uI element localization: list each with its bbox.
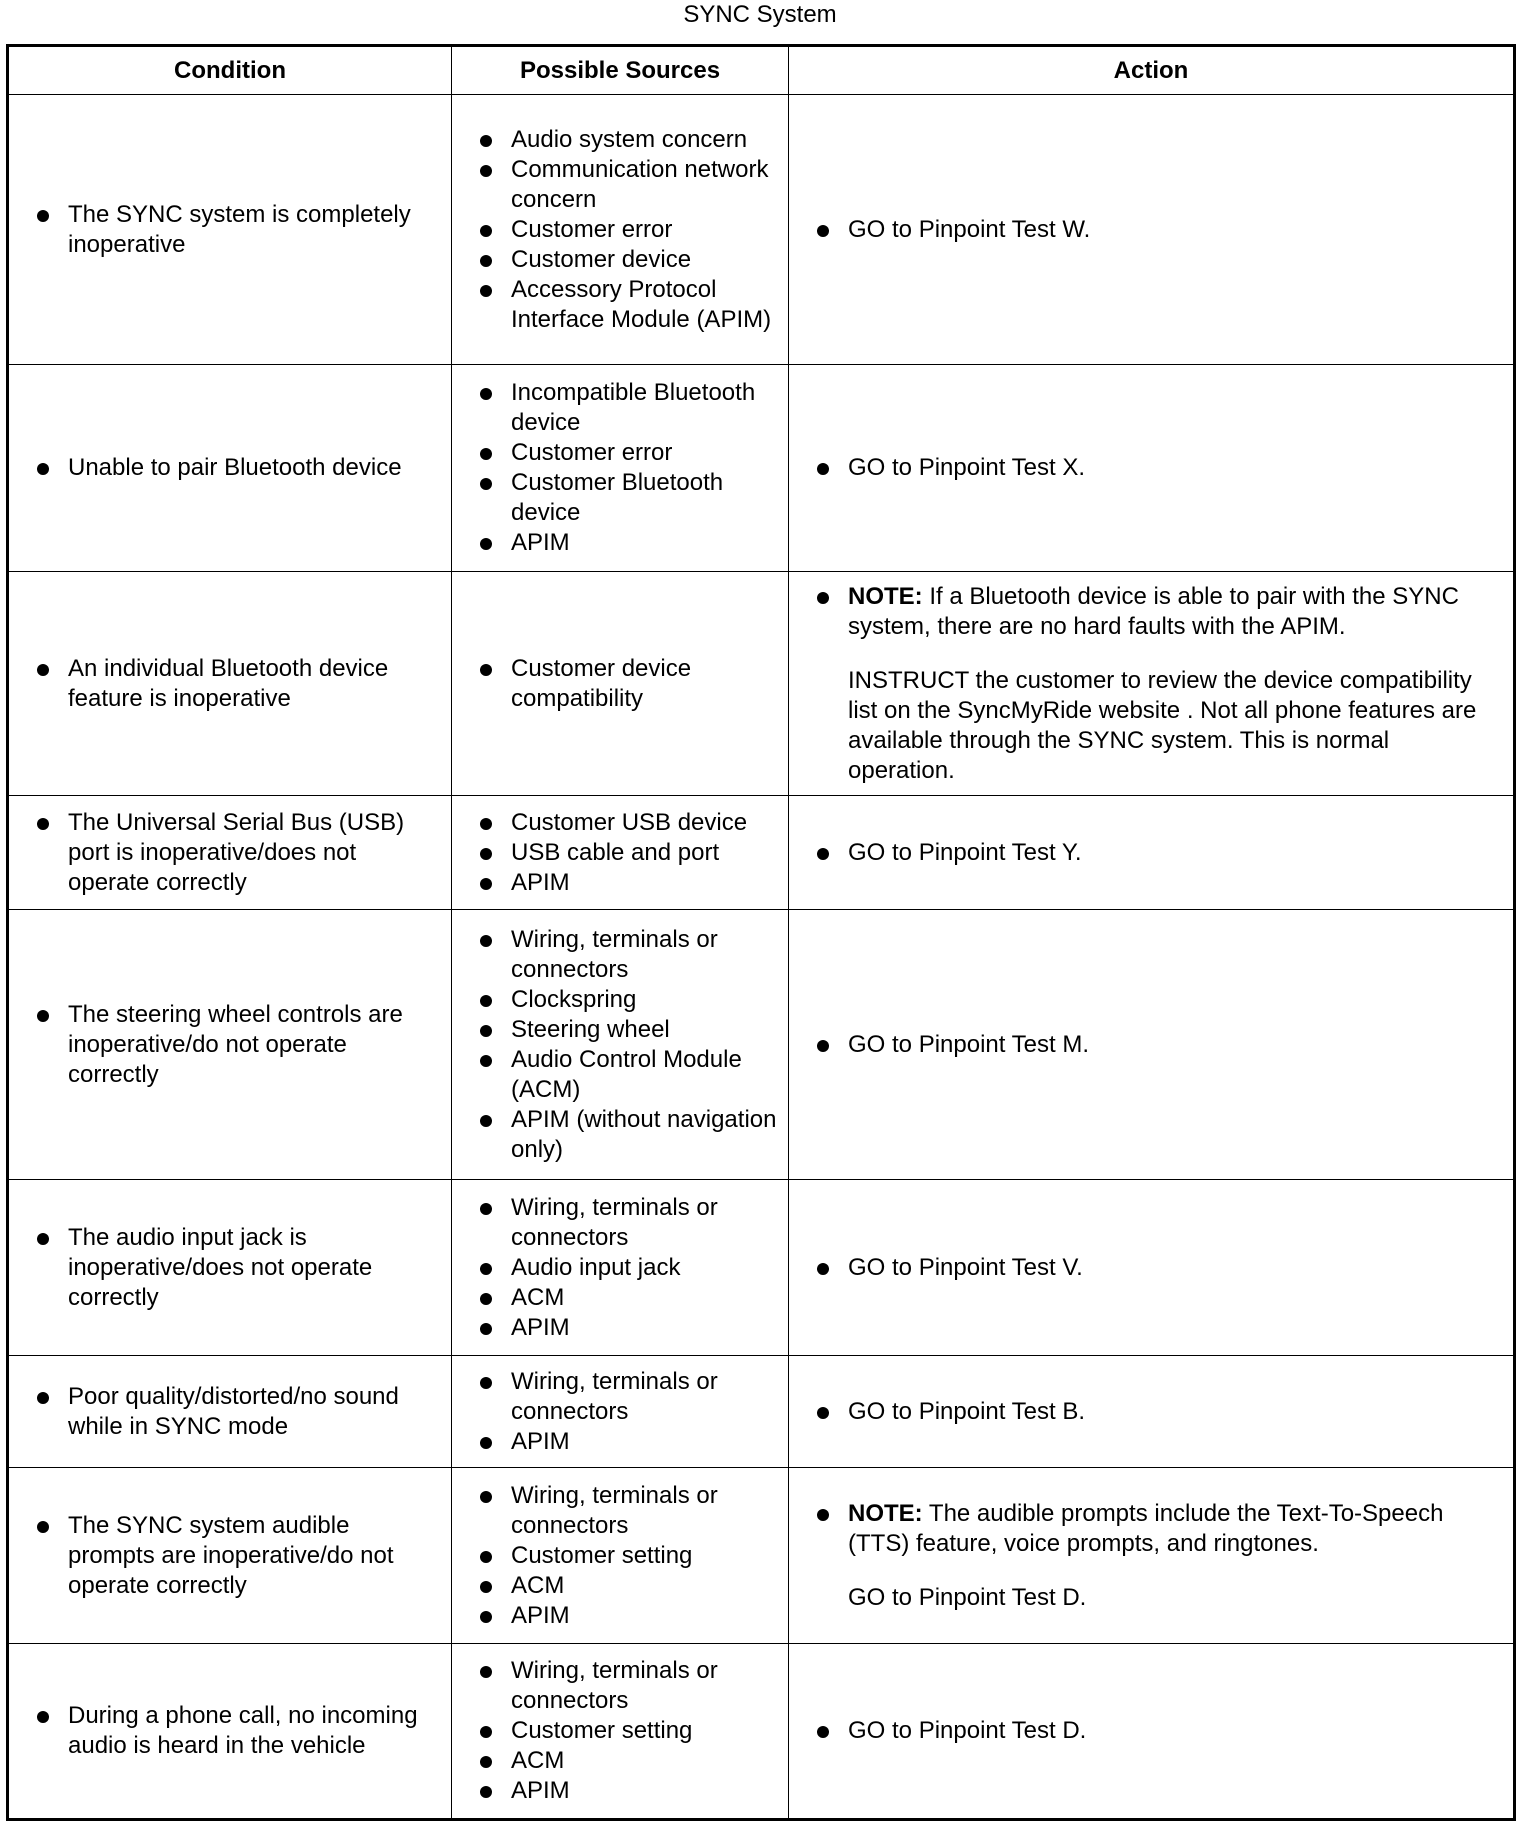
source-item: ACM	[453, 1746, 787, 1776]
source-item: APIM (without navigation only)	[453, 1105, 787, 1165]
action-text: GO to Pinpoint Test B.	[790, 1397, 1512, 1427]
condition-text: The SYNC system is completely inoperative	[10, 200, 450, 260]
action-cell	[789, 910, 1515, 1180]
page-title: SYNC System	[683, 1, 837, 28]
condition-cell	[8, 1180, 452, 1356]
condition-text: During a phone call, no incoming audio is heard in the vehicle	[10, 1701, 450, 1761]
action-text: GO to Pinpoint Test W.	[790, 215, 1512, 245]
table-row	[8, 572, 1515, 796]
action-text: GO to Pinpoint Test Y.	[790, 838, 1512, 868]
condition-cell	[8, 95, 452, 365]
source-item: Accessory Protocol Interface Module (APIM)	[453, 275, 787, 335]
note-text: If a Bluetooth device is able to pair with the SYNC system, there are no hard faults with the APIM.	[848, 582, 1459, 640]
source-item: Customer error	[453, 438, 787, 468]
sources-cell	[452, 796, 789, 910]
table-row	[8, 365, 1515, 572]
condition-text: The steering wheel controls are inoperative/do not operate correctly	[10, 1000, 450, 1090]
sync-diagnostic-table	[6, 44, 1516, 1821]
action-cell	[789, 1356, 1515, 1468]
header-row	[8, 46, 1515, 95]
table-row	[8, 95, 1515, 365]
action-text: INSTRUCT the customer to review the device compatibility list on the SyncMyRide website . Not all phone features are available through the SYNC system. This is normal operation.	[848, 666, 1477, 784]
source-item: APIM	[453, 1776, 787, 1806]
source-item: Wiring, terminals or connectors	[453, 1193, 787, 1253]
source-item: Communication network concern	[453, 155, 787, 215]
source-item: Audio system concern	[453, 125, 787, 155]
action-cell	[789, 572, 1515, 796]
source-item: APIM	[453, 1427, 787, 1457]
table-row	[8, 910, 1515, 1180]
table-row	[8, 1180, 1515, 1356]
sources-cell	[452, 1180, 789, 1356]
action-note	[790, 1499, 1512, 1613]
condition-cell	[8, 1356, 452, 1468]
table-row	[8, 1356, 1515, 1468]
source-item: Customer setting	[453, 1541, 787, 1571]
note-label: NOTE:	[848, 1499, 923, 1527]
sources-cell	[452, 365, 789, 572]
header-condition: Condition	[8, 46, 452, 95]
table-row	[8, 1644, 1515, 1820]
header-possible-sources: Possible Sources	[452, 46, 789, 95]
sources-cell	[452, 910, 789, 1180]
action-cell	[789, 796, 1515, 910]
source-item: Wiring, terminals or connectors	[453, 1367, 787, 1427]
header-action: Action	[789, 46, 1515, 95]
condition-text: An individual Bluetooth device feature is inoperative	[10, 654, 450, 714]
condition-text: Unable to pair Bluetooth device	[10, 453, 450, 483]
source-item: Customer error	[453, 215, 787, 245]
table-row	[8, 1468, 1515, 1644]
action-cell	[789, 95, 1515, 365]
condition-text: The SYNC system audible prompts are inoperative/do not operate correctly	[10, 1511, 450, 1601]
action-text: GO to Pinpoint Test V.	[790, 1253, 1512, 1283]
sources-cell	[452, 572, 789, 796]
source-item: Clockspring	[453, 985, 787, 1015]
source-item: Customer setting	[453, 1716, 787, 1746]
source-item: Customer device	[453, 245, 787, 275]
condition-text: The Universal Serial Bus (USB) port is inoperative/does not operate correctly	[10, 808, 450, 898]
source-item: Wiring, terminals or connectors	[453, 925, 787, 985]
source-item: Customer device compatibility	[453, 654, 787, 714]
action-cell	[789, 1180, 1515, 1356]
note-label: NOTE:	[848, 582, 923, 610]
action-text: GO to Pinpoint Test X.	[790, 453, 1512, 483]
source-item: APIM	[453, 528, 787, 558]
action-note	[790, 582, 1512, 786]
action-text: GO to Pinpoint Test D.	[848, 1583, 1087, 1611]
sources-cell	[452, 1468, 789, 1644]
sources-cell	[452, 1356, 789, 1468]
condition-cell	[8, 796, 452, 910]
table-row	[8, 796, 1515, 910]
sources-cell	[452, 1644, 789, 1820]
source-item: APIM	[453, 1601, 787, 1631]
action-cell	[789, 1644, 1515, 1820]
source-item: Wiring, terminals or connectors	[453, 1656, 787, 1716]
action-text: GO to Pinpoint Test D.	[790, 1716, 1512, 1746]
condition-text: The audio input jack is inoperative/does not operate correctly	[10, 1223, 450, 1313]
source-item: Steering wheel	[453, 1015, 787, 1045]
source-item: APIM	[453, 868, 787, 898]
condition-text: Poor quality/distorted/no sound while in SYNC mode	[10, 1382, 450, 1442]
condition-cell	[8, 365, 452, 572]
source-item: ACM	[453, 1283, 787, 1313]
source-item: Audio Control Module (ACM)	[453, 1045, 787, 1105]
source-item: Incompatible Bluetooth device	[453, 378, 787, 438]
condition-cell	[8, 910, 452, 1180]
source-item: Customer USB device	[453, 808, 787, 838]
source-item: ACM	[453, 1571, 787, 1601]
note-text: The audible prompts include the Text-To-Speech (TTS) feature, voice prompts, and ringtones.	[848, 1499, 1444, 1557]
sources-cell	[452, 95, 789, 365]
source-item: APIM	[453, 1313, 787, 1343]
condition-cell	[8, 1468, 452, 1644]
action-text: GO to Pinpoint Test M.	[790, 1030, 1512, 1060]
source-item: USB cable and port	[453, 838, 787, 868]
condition-cell	[8, 572, 452, 796]
source-item: Audio input jack	[453, 1253, 787, 1283]
source-item: Wiring, terminals or connectors	[453, 1481, 787, 1541]
condition-cell	[8, 1644, 452, 1820]
source-item: Customer Bluetooth device	[453, 468, 787, 528]
action-cell	[789, 365, 1515, 572]
action-cell	[789, 1468, 1515, 1644]
